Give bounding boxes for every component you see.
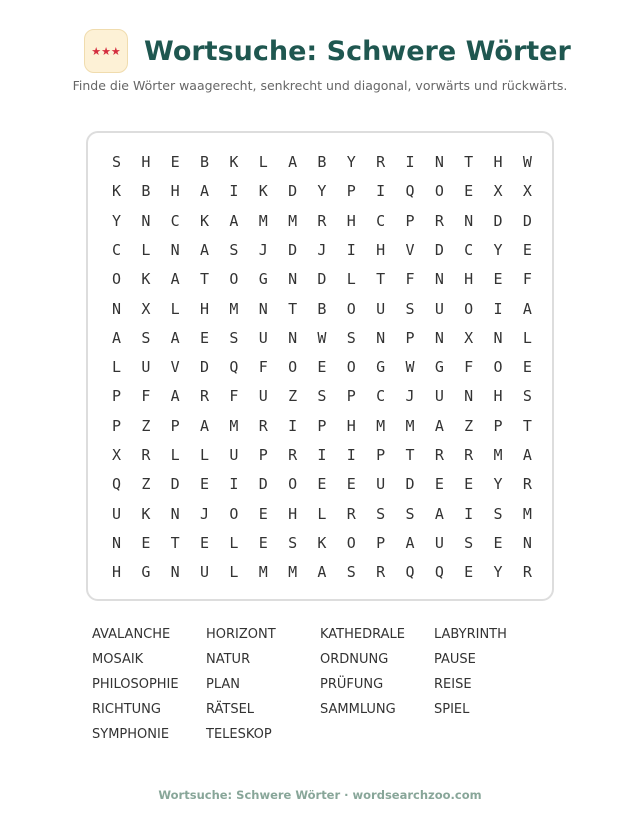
grid-cell[interactable]: L <box>522 328 532 347</box>
word-list-item: PAUSE <box>434 652 476 667</box>
grid-cell[interactable]: N <box>434 328 444 347</box>
grid-cell[interactable]: D <box>258 475 268 494</box>
grid-cell[interactable]: S <box>405 504 415 523</box>
grid-cell[interactable]: R <box>522 563 532 582</box>
grid-cell[interactable]: A <box>522 299 532 318</box>
grid-cell[interactable]: N <box>522 533 532 552</box>
grid-cell[interactable]: U <box>258 387 268 406</box>
grid-cell[interactable]: P <box>493 416 503 435</box>
grid-cell[interactable]: C <box>376 387 386 406</box>
grid-cell[interactable]: L <box>346 270 356 289</box>
grid-cell[interactable]: R <box>434 446 444 464</box>
grid-cell[interactable]: J <box>317 240 327 259</box>
grid-cell[interactable]: Y <box>317 182 327 201</box>
grid-cell[interactable]: I <box>346 446 356 464</box>
grid-cell[interactable]: I <box>229 182 239 201</box>
grid-cell[interactable]: B <box>317 153 327 171</box>
grid-cell[interactable]: F <box>405 270 415 289</box>
grid-cell[interactable]: X <box>493 182 503 201</box>
grid-cell[interactable]: G <box>434 358 444 377</box>
grid-cell[interactable]: T <box>522 416 532 435</box>
grid-cell[interactable]: P <box>376 446 386 464</box>
grid-cell[interactable]: N <box>258 299 268 318</box>
grid-cell[interactable]: U <box>376 299 386 318</box>
grid-cell[interactable]: H <box>464 270 474 289</box>
grid-cell[interactable]: D <box>288 240 298 259</box>
grid-cell[interactable]: E <box>200 533 210 552</box>
grid-cell[interactable]: E <box>522 358 532 377</box>
grid-cell[interactable]: A <box>229 211 239 230</box>
grid-cell[interactable]: P <box>346 182 356 201</box>
grid-cell[interactable]: C <box>111 240 122 259</box>
word-list-item: PLAN <box>206 677 240 692</box>
grid-cell[interactable]: T <box>288 299 298 318</box>
grid-cell[interactable]: S <box>405 299 415 318</box>
grid-cell[interactable]: Q <box>405 563 415 582</box>
grid-cell[interactable]: L <box>317 504 327 523</box>
grid-cell[interactable]: N <box>434 270 444 289</box>
grid-cell[interactable]: E <box>258 504 268 523</box>
grid-cell[interactable]: I <box>288 416 298 435</box>
grid-cell[interactable]: G <box>141 563 151 582</box>
grid-cell[interactable]: N <box>111 533 122 552</box>
grid-cell[interactable]: X <box>111 446 122 464</box>
grid-cell[interactable]: U <box>141 358 151 377</box>
grid-cell[interactable]: P <box>111 387 122 406</box>
grid-cell[interactable]: E <box>170 153 180 171</box>
grid-cell[interactable]: N <box>170 504 180 523</box>
grid-cell[interactable]: N <box>170 563 180 582</box>
grid-cell[interactable]: P <box>111 416 122 435</box>
grid-cell[interactable]: O <box>434 182 444 201</box>
word-list-item: KATHEDRALE <box>320 627 405 642</box>
grid-cell[interactable]: E <box>464 182 474 201</box>
grid-cell[interactable]: Y <box>493 240 503 259</box>
word-list-item: HORIZONT <box>206 627 276 642</box>
grid-cell[interactable]: A <box>111 328 122 347</box>
grid-cell[interactable]: Q <box>229 358 239 377</box>
grid-cell[interactable]: K <box>200 211 210 230</box>
grid-cell[interactable]: D <box>493 211 503 230</box>
grid-cell[interactable]: K <box>141 504 151 523</box>
grid-cell[interactable]: F <box>141 387 151 406</box>
grid-cell[interactable]: W <box>405 358 415 377</box>
grid-cell[interactable]: E <box>464 563 474 582</box>
header <box>0 28 640 74</box>
grid-cell[interactable]: D <box>170 475 180 494</box>
grid-cell[interactable]: D <box>434 240 444 259</box>
grid-cell[interactable]: U <box>200 563 210 582</box>
grid-cell[interactable]: S <box>464 533 474 552</box>
grid-cell[interactable]: A <box>200 416 210 435</box>
grid-cell[interactable]: A <box>434 416 444 435</box>
grid-cell[interactable]: K <box>111 182 122 201</box>
grid-cell[interactable]: R <box>346 504 356 523</box>
grid-cell[interactable]: J <box>405 387 415 406</box>
grid-cell[interactable]: T <box>405 446 415 464</box>
grid-cell[interactable]: O <box>111 270 122 289</box>
grid-cell[interactable]: O <box>346 299 356 318</box>
grid-cell[interactable]: H <box>141 153 151 171</box>
grid-cell[interactable]: Q <box>434 563 444 582</box>
word-list-item: RICHTUNG <box>92 702 161 717</box>
grid-cell[interactable]: B <box>317 299 327 318</box>
grid-cell[interactable]: I <box>493 299 503 318</box>
grid-cell[interactable]: R <box>141 446 151 464</box>
grid-cell[interactable]: A <box>434 504 444 523</box>
grid-cell[interactable]: W <box>317 328 327 347</box>
grid-cell[interactable]: S <box>346 328 356 347</box>
grid-cell[interactable]: P <box>405 328 415 347</box>
grid-cell[interactable]: X <box>464 328 474 347</box>
grid-cell[interactable]: D <box>317 270 327 289</box>
grid-cell[interactable]: C <box>464 240 474 259</box>
grid-cell[interactable]: N <box>288 328 298 347</box>
grid-cell[interactable]: K <box>258 182 268 201</box>
grid-cell[interactable]: E <box>317 358 327 377</box>
grid-cell[interactable]: O <box>493 358 503 377</box>
grid-cell[interactable]: S <box>317 387 327 406</box>
grid-cell[interactable]: U <box>258 328 268 347</box>
grid-cell[interactable]: A <box>288 153 298 171</box>
grid-cell[interactable]: Z <box>141 475 151 494</box>
word-list-item: PRÜFUNG <box>320 677 384 692</box>
grid-cell[interactable]: N <box>288 270 298 289</box>
grid-cell[interactable]: R <box>376 563 386 582</box>
grid-cell[interactable]: L <box>170 446 180 464</box>
grid-cell[interactable]: O <box>288 475 298 494</box>
difficulty-stars-icon <box>84 29 128 73</box>
grid-cell[interactable]: V <box>405 240 415 259</box>
grid-cell[interactable]: S <box>522 387 532 406</box>
grid-cell[interactable]: M <box>288 563 298 582</box>
grid-cell[interactable]: H <box>111 563 122 582</box>
grid-cell[interactable]: H <box>200 299 210 318</box>
word-list-item: SPIEL <box>434 702 470 717</box>
grid-cell[interactable]: I <box>376 182 386 201</box>
grid-cell[interactable]: K <box>317 533 327 552</box>
grid-cell[interactable]: N <box>434 153 444 171</box>
grid-cell[interactable]: P <box>376 533 386 552</box>
grid-cell[interactable]: E <box>200 475 210 494</box>
grid-cell[interactable]: P <box>170 416 180 435</box>
grid-cell[interactable]: H <box>376 240 386 259</box>
grid-cell[interactable]: S <box>376 504 386 523</box>
grid-cell[interactable]: M <box>405 416 415 435</box>
grid-cell[interactable]: M <box>258 211 268 230</box>
grid-cell[interactable]: E <box>434 475 444 494</box>
grid-cell[interactable]: L <box>141 240 151 259</box>
grid-cell[interactable]: A <box>405 533 415 552</box>
grid-cell[interactable]: P <box>258 446 268 464</box>
grid-cell[interactable]: M <box>229 299 239 318</box>
grid-cell[interactable]: Z <box>288 387 298 406</box>
word-list-item: LABYRINTH <box>434 627 507 642</box>
grid-cell[interactable]: M <box>493 446 503 464</box>
grid-cell[interactable]: D <box>288 182 298 201</box>
puzzle-grid-box <box>86 131 554 601</box>
grid-cell[interactable]: N <box>376 328 386 347</box>
grid-cell[interactable]: Q <box>111 475 122 494</box>
page-title: Wortsuche: Schwere Wörter <box>144 36 571 67</box>
grid-cell[interactable]: Z <box>464 416 474 435</box>
grid-cell[interactable]: R <box>376 153 386 171</box>
grid-cell[interactable]: M <box>376 416 386 435</box>
grid-cell[interactable]: H <box>493 153 503 171</box>
grid-cell[interactable]: S <box>229 328 239 347</box>
grid-cell[interactable]: Z <box>141 416 151 435</box>
grid-cell[interactable]: O <box>229 504 239 523</box>
grid-cell[interactable]: S <box>229 240 239 259</box>
word-list-item: ORDNUNG <box>320 652 389 667</box>
word-list-item: RÄTSEL <box>206 702 255 717</box>
grid-cell[interactable]: E <box>522 240 532 259</box>
grid-cell[interactable]: N <box>464 387 474 406</box>
grid-cell[interactable]: E <box>258 533 268 552</box>
grid-cell[interactable]: M <box>522 504 532 523</box>
grid-cell[interactable]: C <box>376 211 386 230</box>
grid-cell[interactable]: N <box>170 240 180 259</box>
grid-cell[interactable]: A <box>170 328 180 347</box>
grid-cell[interactable]: I <box>317 446 327 464</box>
grid-cell[interactable]: G <box>376 358 386 377</box>
grid-cell[interactable]: U <box>229 446 239 464</box>
grid-cell[interactable]: D <box>405 475 415 494</box>
grid-cell[interactable]: T <box>200 270 210 289</box>
grid-cell[interactable]: U <box>434 533 444 552</box>
grid-cell[interactable]: M <box>288 211 298 230</box>
grid-cell[interactable]: A <box>522 446 532 464</box>
grid-cell[interactable]: R <box>200 387 210 406</box>
grid-cell[interactable]: N <box>111 299 122 318</box>
word-list-item: SAMMLUNG <box>320 702 396 717</box>
grid-cell[interactable]: L <box>200 446 210 464</box>
grid-cell[interactable]: U <box>111 504 122 523</box>
grid-cell[interactable]: R <box>522 475 532 494</box>
grid-cell[interactable]: K <box>229 153 239 171</box>
grid-cell[interactable]: R <box>288 446 298 464</box>
grid-cell[interactable]: A <box>170 270 180 289</box>
grid-cell[interactable]: B <box>200 153 210 171</box>
grid-cell[interactable]: I <box>346 240 356 259</box>
grid-cell[interactable]: J <box>200 504 210 523</box>
grid-cell[interactable]: F <box>258 358 268 377</box>
grid-cell[interactable]: L <box>229 563 239 582</box>
grid-cell[interactable]: F <box>464 358 474 377</box>
grid-cell[interactable]: X <box>522 182 532 201</box>
grid-cell[interactable]: E <box>493 270 503 289</box>
instructions: Finde die Wörter waagerecht, senkrecht und diagonal, vorwärts und rückwärts. <box>72 78 568 93</box>
grid-cell[interactable]: C <box>170 211 180 230</box>
grid-cell[interactable]: D <box>522 211 532 230</box>
grid-cell[interactable]: S <box>288 533 298 552</box>
grid-cell[interactable]: E <box>317 475 327 494</box>
grid-cell[interactable]: X <box>141 299 151 318</box>
grid-cell[interactable]: B <box>141 182 151 201</box>
grid-cell[interactable]: K <box>141 270 151 289</box>
grid-cell[interactable]: Y <box>493 563 503 582</box>
grid-cell[interactable]: I <box>464 504 474 523</box>
grid-cell[interactable]: G <box>258 270 268 289</box>
grid-cell[interactable]: R <box>317 211 327 230</box>
grid-cell[interactable]: E <box>346 475 356 494</box>
grid-cell[interactable]: U <box>434 387 444 406</box>
grid-cell[interactable]: N <box>464 211 474 230</box>
grid-cell[interactable]: T <box>464 153 474 171</box>
grid-cell[interactable]: S <box>493 504 503 523</box>
grid-cell[interactable]: N <box>141 211 151 230</box>
grid-cell[interactable]: R <box>434 211 444 230</box>
word-list-item: SYMPHONIE <box>92 727 170 742</box>
grid-cell[interactable]: L <box>170 299 180 318</box>
word-list-item: MOSAIK <box>92 652 144 667</box>
word-list-item: TELESKOP <box>206 727 272 742</box>
word-list-item: PHILOSOPHIE <box>92 677 179 692</box>
grid-cell[interactable]: E <box>464 475 474 494</box>
word-list <box>92 627 552 752</box>
grid-cell[interactable]: U <box>376 475 386 494</box>
grid-cell[interactable]: S <box>346 563 356 582</box>
grid-cell[interactable]: R <box>464 446 474 464</box>
grid-cell[interactable]: I <box>405 153 415 171</box>
grid-cell[interactable]: O <box>346 358 356 377</box>
grid-cell[interactable]: U <box>434 299 444 318</box>
grid-cell[interactable]: L <box>111 358 122 377</box>
word-list-item: REISE <box>434 677 472 692</box>
grid-cell[interactable]: L <box>229 533 239 552</box>
grid-cell[interactable]: J <box>258 240 268 259</box>
grid-cell[interactable]: P <box>317 416 327 435</box>
grid-cell[interactable]: T <box>170 533 180 552</box>
grid-cell[interactable]: A <box>170 387 180 406</box>
grid-cell[interactable]: A <box>200 240 210 259</box>
grid-cell[interactable]: E <box>200 328 210 347</box>
grid-cell[interactable]: E <box>141 533 151 552</box>
grid-cell[interactable]: I <box>229 475 239 494</box>
grid-cell[interactable]: R <box>258 416 268 435</box>
grid-cell[interactable]: S <box>111 153 122 171</box>
grid-cell[interactable]: H <box>493 387 503 406</box>
grid-cell[interactable]: P <box>405 211 415 230</box>
grid-cell[interactable]: S <box>141 328 151 347</box>
grid-cell[interactable]: Y <box>493 475 503 494</box>
grid-cell[interactable]: A <box>200 182 210 201</box>
grid-cell[interactable]: Y <box>346 153 356 171</box>
word-list-item: AVALANCHE <box>92 627 171 642</box>
grid-cell[interactable]: H <box>346 211 356 230</box>
grid-cell[interactable]: H <box>288 504 298 523</box>
grid-cell[interactable]: F <box>522 270 532 289</box>
grid-cell[interactable]: O <box>346 533 356 552</box>
grid-cell[interactable]: W <box>522 153 532 171</box>
word-list-item: NATUR <box>206 652 251 667</box>
grid-cell[interactable]: O <box>229 270 239 289</box>
grid-cell[interactable]: M <box>229 416 239 435</box>
grid-cell[interactable]: O <box>464 299 474 318</box>
grid-cell[interactable]: H <box>346 416 356 435</box>
grid-cell[interactable]: D <box>200 358 210 377</box>
grid-cell[interactable]: N <box>493 328 503 347</box>
grid-cell[interactable]: T <box>376 270 386 289</box>
grid-cell[interactable]: M <box>258 563 268 582</box>
grid-cell[interactable]: F <box>229 387 239 406</box>
grid-cell[interactable]: Y <box>111 211 122 230</box>
footer: Wortsuche: Schwere Wörter · wordsearchzoo.com <box>158 788 482 802</box>
grid-cell[interactable]: P <box>346 387 356 406</box>
grid-cell[interactable]: H <box>170 182 180 201</box>
grid-cell[interactable]: O <box>288 358 298 377</box>
grid-cell[interactable]: Q <box>405 182 415 201</box>
grid-cell[interactable]: L <box>258 153 268 171</box>
grid-cell[interactable]: V <box>170 358 180 377</box>
grid-cell[interactable]: E <box>493 533 503 552</box>
difficulty-stars: ★★★ <box>91 44 121 58</box>
grid-cell[interactable]: A <box>317 563 327 582</box>
